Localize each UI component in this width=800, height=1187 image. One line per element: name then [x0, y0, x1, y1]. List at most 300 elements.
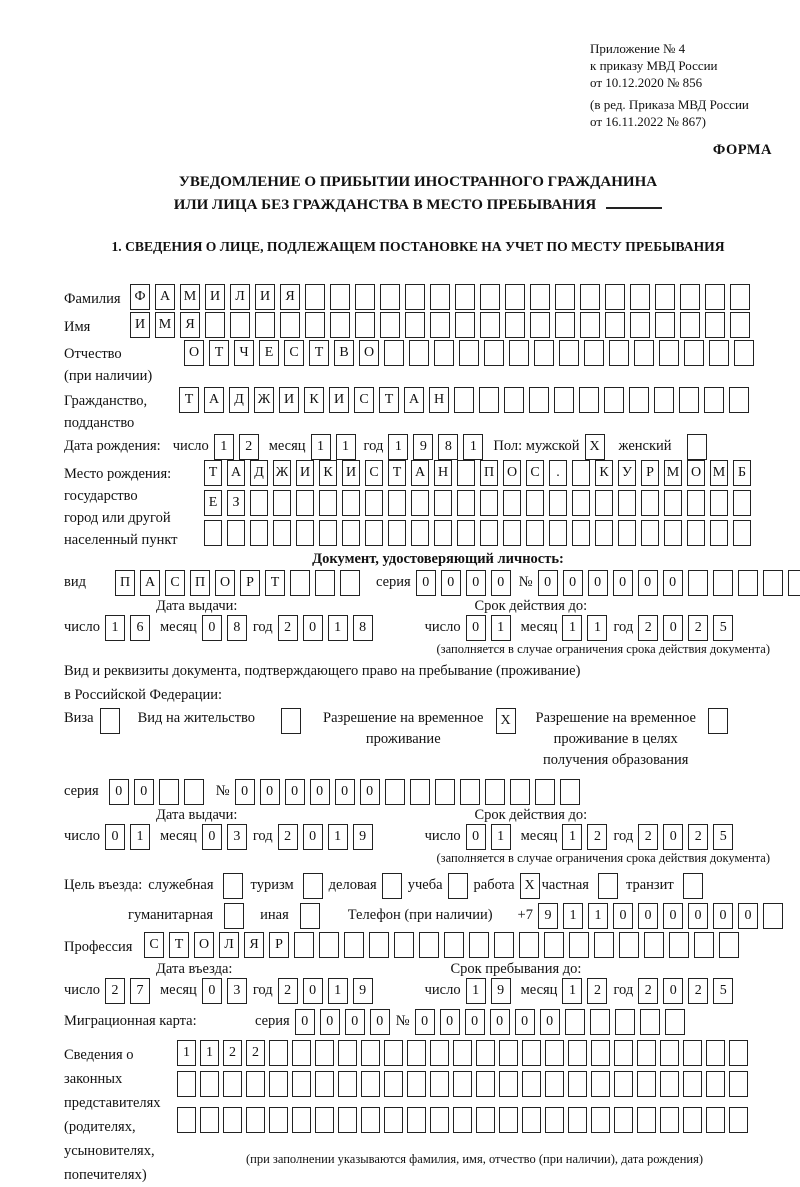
- char-cell[interactable]: [342, 520, 360, 546]
- char-cell[interactable]: X: [496, 708, 516, 734]
- char-cell[interactable]: [330, 284, 350, 310]
- char-cell[interactable]: [315, 1071, 334, 1097]
- checkbox-business[interactable]: [382, 873, 402, 899]
- char-cell[interactable]: 1: [328, 978, 348, 1004]
- char-cell[interactable]: 9: [353, 978, 373, 1004]
- char-cell[interactable]: М: [664, 460, 682, 486]
- checkbox-official[interactable]: [223, 873, 243, 899]
- char-cell[interactable]: [159, 779, 179, 805]
- char-cell[interactable]: 0: [465, 1009, 485, 1035]
- char-cell[interactable]: [688, 570, 708, 596]
- char-cell[interactable]: 0: [202, 615, 222, 641]
- char-cell[interactable]: 0: [490, 1009, 510, 1035]
- char-cell[interactable]: 1: [562, 978, 582, 1004]
- char-cell[interactable]: 0: [345, 1009, 365, 1035]
- char-cell[interactable]: 0: [260, 779, 280, 805]
- char-cell[interactable]: [361, 1040, 380, 1066]
- char-cell[interactable]: [315, 570, 335, 596]
- char-cell[interactable]: [224, 903, 244, 929]
- char-cell[interactable]: [590, 1009, 610, 1035]
- char-cell[interactable]: 0: [310, 779, 330, 805]
- char-cell[interactable]: 2: [688, 615, 708, 641]
- char-cell[interactable]: 1: [388, 434, 408, 460]
- char-cell[interactable]: [480, 284, 500, 310]
- char-cell[interactable]: [384, 1040, 403, 1066]
- char-cell[interactable]: [568, 1071, 587, 1097]
- char-cell[interactable]: [680, 312, 700, 338]
- char-cell[interactable]: 3: [227, 824, 247, 850]
- char-cell[interactable]: [407, 1071, 426, 1097]
- char-cell[interactable]: [246, 1071, 265, 1097]
- char-cell[interactable]: [719, 932, 739, 958]
- char-cell[interactable]: [705, 312, 725, 338]
- char-cell[interactable]: [595, 520, 613, 546]
- char-cell[interactable]: С: [526, 460, 544, 486]
- checkbox-other[interactable]: [300, 903, 320, 929]
- char-cell[interactable]: 0: [515, 1009, 535, 1035]
- char-cell[interactable]: 9: [353, 824, 373, 850]
- char-cell[interactable]: 0: [303, 615, 323, 641]
- char-cell[interactable]: [204, 520, 222, 546]
- char-cell[interactable]: [713, 570, 733, 596]
- char-cell[interactable]: Т: [379, 387, 399, 413]
- char-cell[interactable]: [683, 873, 703, 899]
- char-cell[interactable]: [319, 490, 337, 516]
- char-cell[interactable]: [361, 1071, 380, 1097]
- char-cell[interactable]: [459, 340, 479, 366]
- char-cell[interactable]: 0: [663, 903, 683, 929]
- char-cell[interactable]: [733, 490, 751, 516]
- char-cell[interactable]: [738, 570, 758, 596]
- char-cell[interactable]: 5: [713, 824, 733, 850]
- char-cell[interactable]: [510, 779, 530, 805]
- checkbox-residence-permit[interactable]: [281, 708, 301, 734]
- char-cell[interactable]: 0: [360, 779, 380, 805]
- char-cell[interactable]: [572, 490, 590, 516]
- char-cell[interactable]: [434, 520, 452, 546]
- char-cell[interactable]: [394, 932, 414, 958]
- char-cell[interactable]: [705, 284, 725, 310]
- char-cell[interactable]: Б: [733, 460, 751, 486]
- char-cell[interactable]: У: [618, 460, 636, 486]
- char-cell[interactable]: [315, 1040, 334, 1066]
- char-cell[interactable]: [605, 284, 625, 310]
- char-cell[interactable]: [664, 490, 682, 516]
- char-cell[interactable]: [560, 779, 580, 805]
- char-cell[interactable]: 0: [235, 779, 255, 805]
- char-cell[interactable]: [273, 520, 291, 546]
- char-cell[interactable]: [457, 460, 475, 486]
- char-cell[interactable]: О: [194, 932, 214, 958]
- char-cell[interactable]: [460, 779, 480, 805]
- char-cell[interactable]: [430, 1107, 449, 1133]
- char-cell[interactable]: [338, 1071, 357, 1097]
- char-cell[interactable]: [729, 1107, 748, 1133]
- char-cell[interactable]: [530, 284, 550, 310]
- char-cell[interactable]: [568, 1040, 587, 1066]
- char-cell[interactable]: [448, 873, 468, 899]
- char-cell[interactable]: Т: [209, 340, 229, 366]
- char-cell[interactable]: [388, 490, 406, 516]
- char-cell[interactable]: Т: [204, 460, 222, 486]
- char-cell[interactable]: 0: [303, 978, 323, 1004]
- char-cell[interactable]: 0: [415, 1009, 435, 1035]
- char-cell[interactable]: [430, 312, 450, 338]
- char-cell[interactable]: [630, 312, 650, 338]
- char-cell[interactable]: [637, 1040, 656, 1066]
- char-cell[interactable]: К: [304, 387, 324, 413]
- char-cell[interactable]: [669, 932, 689, 958]
- char-cell[interactable]: [763, 903, 783, 929]
- char-cell[interactable]: [706, 1040, 725, 1066]
- char-cell[interactable]: [522, 1040, 541, 1066]
- char-cell[interactable]: Ж: [273, 460, 291, 486]
- char-cell[interactable]: [579, 387, 599, 413]
- char-cell[interactable]: [604, 387, 624, 413]
- char-cell[interactable]: [455, 284, 475, 310]
- char-cell[interactable]: С: [144, 932, 164, 958]
- char-cell[interactable]: К: [319, 460, 337, 486]
- char-cell[interactable]: Т: [179, 387, 199, 413]
- char-cell[interactable]: [250, 490, 268, 516]
- char-cell[interactable]: [250, 520, 268, 546]
- char-cell[interactable]: 0: [370, 1009, 390, 1035]
- char-cell[interactable]: [292, 1071, 311, 1097]
- char-cell[interactable]: [430, 284, 450, 310]
- char-cell[interactable]: 0: [285, 779, 305, 805]
- char-cell[interactable]: 0: [738, 903, 758, 929]
- checkbox-private[interactable]: [598, 873, 618, 899]
- char-cell[interactable]: [411, 490, 429, 516]
- char-cell[interactable]: С: [284, 340, 304, 366]
- char-cell[interactable]: [580, 312, 600, 338]
- char-cell[interactable]: [614, 1040, 633, 1066]
- char-cell[interactable]: [654, 387, 674, 413]
- char-cell[interactable]: [729, 387, 749, 413]
- char-cell[interactable]: [269, 1040, 288, 1066]
- char-cell[interactable]: [665, 1009, 685, 1035]
- checkbox-female[interactable]: [687, 434, 707, 460]
- char-cell[interactable]: [641, 520, 659, 546]
- char-cell[interactable]: 0: [638, 903, 658, 929]
- char-cell[interactable]: [419, 932, 439, 958]
- char-cell[interactable]: [609, 340, 629, 366]
- char-cell[interactable]: [619, 932, 639, 958]
- char-cell[interactable]: [526, 490, 544, 516]
- char-cell[interactable]: 2: [587, 978, 607, 1004]
- char-cell[interactable]: 0: [540, 1009, 560, 1035]
- char-cell[interactable]: И: [342, 460, 360, 486]
- char-cell[interactable]: [476, 1040, 495, 1066]
- char-cell[interactable]: [292, 1107, 311, 1133]
- char-cell[interactable]: 1: [214, 434, 234, 460]
- char-cell[interactable]: [634, 340, 654, 366]
- char-cell[interactable]: [457, 490, 475, 516]
- char-cell[interactable]: 0: [713, 903, 733, 929]
- char-cell[interactable]: [340, 570, 360, 596]
- char-cell[interactable]: 6: [130, 615, 150, 641]
- char-cell[interactable]: А: [404, 387, 424, 413]
- char-cell[interactable]: 2: [638, 978, 658, 1004]
- char-cell[interactable]: [555, 284, 575, 310]
- char-cell[interactable]: 2: [278, 978, 298, 1004]
- checkbox-study[interactable]: [448, 873, 468, 899]
- char-cell[interactable]: [545, 1040, 564, 1066]
- char-cell[interactable]: [640, 1009, 660, 1035]
- char-cell[interactable]: .: [549, 460, 567, 486]
- char-cell[interactable]: [641, 490, 659, 516]
- char-cell[interactable]: 0: [688, 903, 708, 929]
- char-cell[interactable]: 2: [688, 824, 708, 850]
- char-cell[interactable]: [281, 708, 301, 734]
- char-cell[interactable]: [269, 1107, 288, 1133]
- char-cell[interactable]: 1: [563, 903, 583, 929]
- char-cell[interactable]: А: [155, 284, 175, 310]
- char-cell[interactable]: [499, 1071, 518, 1097]
- char-cell[interactable]: [710, 490, 728, 516]
- char-cell[interactable]: [615, 1009, 635, 1035]
- char-cell[interactable]: [411, 520, 429, 546]
- char-cell[interactable]: Л: [219, 932, 239, 958]
- char-cell[interactable]: [405, 312, 425, 338]
- char-cell[interactable]: С: [165, 570, 185, 596]
- char-cell[interactable]: [290, 570, 310, 596]
- char-cell[interactable]: [704, 387, 724, 413]
- char-cell[interactable]: 0: [663, 570, 683, 596]
- char-cell[interactable]: [660, 1040, 679, 1066]
- char-cell[interactable]: Ч: [234, 340, 254, 366]
- char-cell[interactable]: [618, 520, 636, 546]
- char-cell[interactable]: 5: [713, 615, 733, 641]
- char-cell[interactable]: [529, 387, 549, 413]
- char-cell[interactable]: 2: [223, 1040, 242, 1066]
- char-cell[interactable]: 9: [491, 978, 511, 1004]
- char-cell[interactable]: В: [334, 340, 354, 366]
- char-cell[interactable]: [580, 284, 600, 310]
- char-cell[interactable]: [476, 1107, 495, 1133]
- char-cell[interactable]: [292, 1040, 311, 1066]
- char-cell[interactable]: [530, 312, 550, 338]
- char-cell[interactable]: [637, 1071, 656, 1097]
- char-cell[interactable]: [706, 1107, 725, 1133]
- char-cell[interactable]: 0: [466, 615, 486, 641]
- char-cell[interactable]: 0: [295, 1009, 315, 1035]
- char-cell[interactable]: [687, 520, 705, 546]
- char-cell[interactable]: [629, 387, 649, 413]
- char-cell[interactable]: [598, 873, 618, 899]
- char-cell[interactable]: [505, 284, 525, 310]
- char-cell[interactable]: [100, 708, 120, 734]
- char-cell[interactable]: [509, 340, 529, 366]
- char-cell[interactable]: [630, 284, 650, 310]
- char-cell[interactable]: [177, 1107, 196, 1133]
- char-cell[interactable]: [683, 1107, 702, 1133]
- char-cell[interactable]: [499, 1107, 518, 1133]
- char-cell[interactable]: [382, 873, 402, 899]
- char-cell[interactable]: 0: [134, 779, 154, 805]
- checkbox-tourism[interactable]: [303, 873, 323, 899]
- char-cell[interactable]: [655, 284, 675, 310]
- char-cell[interactable]: Т: [309, 340, 329, 366]
- char-cell[interactable]: [380, 312, 400, 338]
- char-cell[interactable]: 0: [416, 570, 436, 596]
- char-cell[interactable]: 1: [491, 824, 511, 850]
- char-cell[interactable]: 0: [335, 779, 355, 805]
- char-cell[interactable]: [572, 520, 590, 546]
- char-cell[interactable]: О: [359, 340, 379, 366]
- char-cell[interactable]: [384, 1107, 403, 1133]
- char-cell[interactable]: 0: [466, 824, 486, 850]
- char-cell[interactable]: [365, 520, 383, 546]
- checkbox-edu-permit[interactable]: [708, 708, 728, 734]
- char-cell[interactable]: А: [411, 460, 429, 486]
- char-cell[interactable]: 9: [413, 434, 433, 460]
- char-cell[interactable]: [569, 932, 589, 958]
- char-cell[interactable]: [614, 1107, 633, 1133]
- char-cell[interactable]: [729, 1071, 748, 1097]
- char-cell[interactable]: 2: [638, 824, 658, 850]
- char-cell[interactable]: [503, 520, 521, 546]
- char-cell[interactable]: [659, 340, 679, 366]
- char-cell[interactable]: 0: [663, 978, 683, 1004]
- char-cell[interactable]: [637, 1107, 656, 1133]
- char-cell[interactable]: [227, 520, 245, 546]
- char-cell[interactable]: 0: [613, 570, 633, 596]
- char-cell[interactable]: [591, 1071, 610, 1097]
- char-cell[interactable]: [361, 1107, 380, 1133]
- char-cell[interactable]: А: [140, 570, 160, 596]
- char-cell[interactable]: [385, 779, 405, 805]
- char-cell[interactable]: 0: [638, 570, 658, 596]
- char-cell[interactable]: [480, 312, 500, 338]
- char-cell[interactable]: [554, 387, 574, 413]
- char-cell[interactable]: Т: [265, 570, 285, 596]
- char-cell[interactable]: [280, 312, 300, 338]
- char-cell[interactable]: 0: [202, 824, 222, 850]
- char-cell[interactable]: 7: [130, 978, 150, 1004]
- char-cell[interactable]: [594, 932, 614, 958]
- char-cell[interactable]: [294, 932, 314, 958]
- char-cell[interactable]: [499, 1040, 518, 1066]
- char-cell[interactable]: [338, 1107, 357, 1133]
- char-cell[interactable]: Л: [230, 284, 250, 310]
- char-cell[interactable]: [200, 1071, 219, 1097]
- char-cell[interactable]: 2: [246, 1040, 265, 1066]
- char-cell[interactable]: [435, 779, 455, 805]
- char-cell[interactable]: 9: [538, 903, 558, 929]
- char-cell[interactable]: [479, 387, 499, 413]
- char-cell[interactable]: [572, 460, 590, 486]
- char-cell[interactable]: [444, 932, 464, 958]
- char-cell[interactable]: [369, 932, 389, 958]
- char-cell[interactable]: 2: [239, 434, 259, 460]
- char-cell[interactable]: [407, 1040, 426, 1066]
- char-cell[interactable]: [544, 932, 564, 958]
- char-cell[interactable]: [388, 520, 406, 546]
- char-cell[interactable]: [708, 708, 728, 734]
- char-cell[interactable]: [694, 932, 714, 958]
- char-cell[interactable]: Т: [388, 460, 406, 486]
- checkbox-work[interactable]: [520, 873, 540, 899]
- char-cell[interactable]: 1: [463, 434, 483, 460]
- checkbox-temp-permit[interactable]: [496, 708, 516, 734]
- char-cell[interactable]: [457, 520, 475, 546]
- char-cell[interactable]: [484, 340, 504, 366]
- char-cell[interactable]: [545, 1071, 564, 1097]
- char-cell[interactable]: Д: [229, 387, 249, 413]
- char-cell[interactable]: 0: [109, 779, 129, 805]
- char-cell[interactable]: П: [190, 570, 210, 596]
- char-cell[interactable]: [223, 1107, 242, 1133]
- char-cell[interactable]: [296, 520, 314, 546]
- char-cell[interactable]: [355, 284, 375, 310]
- char-cell[interactable]: [519, 932, 539, 958]
- char-cell[interactable]: [710, 520, 728, 546]
- char-cell[interactable]: [730, 312, 750, 338]
- char-cell[interactable]: [409, 340, 429, 366]
- char-cell[interactable]: [595, 490, 613, 516]
- char-cell[interactable]: 0: [440, 1009, 460, 1035]
- char-cell[interactable]: [591, 1040, 610, 1066]
- char-cell[interactable]: К: [595, 460, 613, 486]
- char-cell[interactable]: [683, 1071, 702, 1097]
- char-cell[interactable]: Т: [169, 932, 189, 958]
- char-cell[interactable]: [683, 1040, 702, 1066]
- char-cell[interactable]: [455, 312, 475, 338]
- char-cell[interactable]: [522, 1107, 541, 1133]
- char-cell[interactable]: Н: [434, 460, 452, 486]
- char-cell[interactable]: И: [296, 460, 314, 486]
- char-cell[interactable]: [338, 1040, 357, 1066]
- char-cell[interactable]: 0: [588, 570, 608, 596]
- char-cell[interactable]: [476, 1071, 495, 1097]
- char-cell[interactable]: [565, 1009, 585, 1035]
- char-cell[interactable]: М: [180, 284, 200, 310]
- char-cell[interactable]: [255, 312, 275, 338]
- char-cell[interactable]: 0: [202, 978, 222, 1004]
- char-cell[interactable]: Р: [269, 932, 289, 958]
- char-cell[interactable]: Д: [250, 460, 268, 486]
- char-cell[interactable]: 0: [538, 570, 558, 596]
- char-cell[interactable]: О: [503, 460, 521, 486]
- char-cell[interactable]: [730, 284, 750, 310]
- char-cell[interactable]: 1: [200, 1040, 219, 1066]
- char-cell[interactable]: [505, 312, 525, 338]
- char-cell[interactable]: З: [227, 490, 245, 516]
- char-cell[interactable]: [453, 1071, 472, 1097]
- char-cell[interactable]: [684, 340, 704, 366]
- char-cell[interactable]: [453, 1107, 472, 1133]
- char-cell[interactable]: И: [130, 312, 150, 338]
- char-cell[interactable]: [660, 1107, 679, 1133]
- char-cell[interactable]: 1: [130, 824, 150, 850]
- char-cell[interactable]: 1: [562, 824, 582, 850]
- char-cell[interactable]: [430, 1071, 449, 1097]
- char-cell[interactable]: 1: [328, 615, 348, 641]
- char-cell[interactable]: 1: [466, 978, 486, 1004]
- char-cell[interactable]: [729, 1040, 748, 1066]
- char-cell[interactable]: [568, 1107, 587, 1133]
- char-cell[interactable]: [184, 779, 204, 805]
- char-cell[interactable]: X: [520, 873, 540, 899]
- char-cell[interactable]: [614, 1071, 633, 1097]
- char-cell[interactable]: [303, 873, 323, 899]
- char-cell[interactable]: [223, 873, 243, 899]
- char-cell[interactable]: [559, 340, 579, 366]
- char-cell[interactable]: [526, 520, 544, 546]
- char-cell[interactable]: 8: [438, 434, 458, 460]
- char-cell[interactable]: [706, 1071, 725, 1097]
